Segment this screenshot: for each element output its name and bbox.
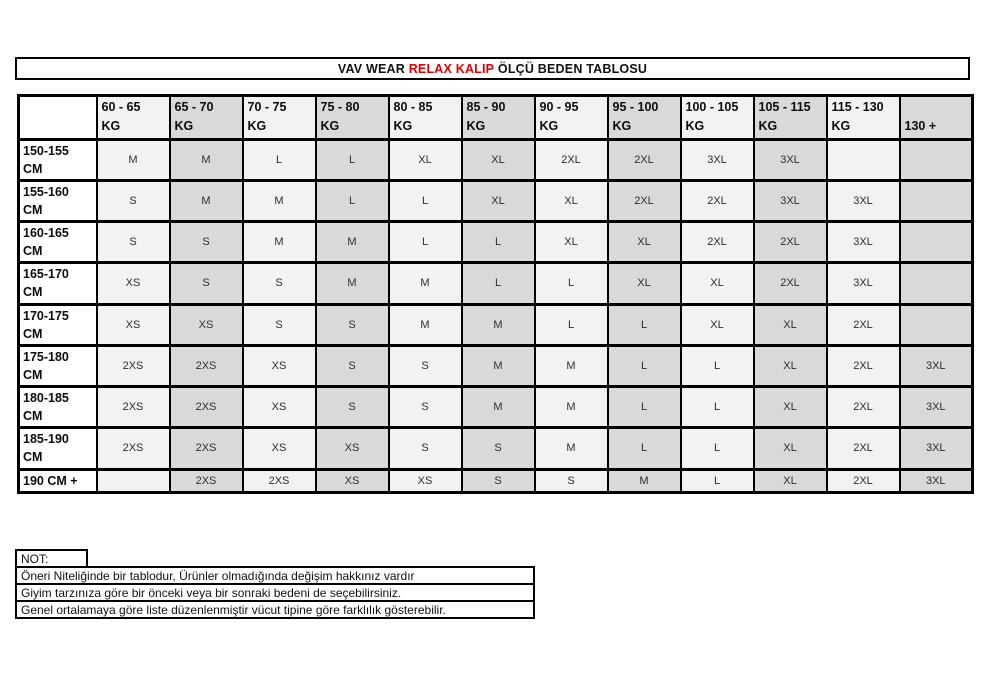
size-cell: XS (170, 304, 243, 345)
size-cell: L (608, 428, 681, 469)
col-header-8 (681, 96, 754, 140)
size-cell: M (389, 304, 462, 345)
size-cell: S (243, 304, 316, 345)
row-header-7 (19, 428, 97, 469)
size-cell: XL (608, 222, 681, 263)
size-cell: XS (97, 304, 170, 345)
size-cell: 2XL (681, 222, 754, 263)
table-row-1 (19, 180, 973, 221)
chart-title-prefix: VAV WEAR (337, 61, 409, 76)
size-cell (900, 304, 973, 345)
col-header-line2: KG (685, 118, 705, 133)
size-cell: XS (243, 387, 316, 428)
col-header-line1: 60 - 65 (101, 100, 141, 114)
table-row-6 (19, 387, 973, 428)
table-row-7 (19, 428, 973, 469)
size-cell: XL (462, 180, 535, 221)
size-cell: S (462, 428, 535, 469)
size-cell: XL (681, 263, 754, 304)
col-header-2 (243, 96, 316, 140)
size-cell: L (243, 139, 316, 180)
size-cell: 2XL (681, 180, 754, 221)
size-cell: L (535, 304, 608, 345)
size-cell: 3XL (754, 139, 827, 180)
col-header-line2: KG (466, 118, 486, 133)
size-cell: S (389, 387, 462, 428)
row-header-line2: CM (23, 450, 43, 465)
size-cell: 2XL (608, 180, 681, 221)
corner-cell (19, 96, 97, 140)
col-header-line1: 90 - 95 (539, 100, 579, 114)
size-cell: 2XL (827, 345, 900, 386)
size-cell: S (316, 345, 389, 386)
size-cell: M (535, 387, 608, 428)
col-header-5 (462, 96, 535, 140)
size-cell: 3XL (827, 222, 900, 263)
col-header-line1: 100 - 105 (685, 100, 739, 114)
size-cell: L (608, 304, 681, 345)
size-cell: L (681, 469, 754, 492)
size-cell: L (681, 345, 754, 386)
size-cell: L (316, 180, 389, 221)
size-cell: XS (316, 469, 389, 492)
size-cell: M (462, 304, 535, 345)
col-header-10 (827, 96, 900, 140)
size-cell: S (462, 469, 535, 492)
row-header-1 (19, 180, 97, 221)
size-cell: 2XL (754, 222, 827, 263)
row-header-8 (19, 469, 97, 492)
row-header-line1: 170-175 (23, 308, 69, 323)
row-header-6 (19, 387, 97, 428)
size-cell: M (608, 469, 681, 492)
row-header-line2: CM (23, 285, 43, 300)
size-cell: M (243, 180, 316, 221)
table-row-5 (19, 345, 973, 386)
size-cell: S (389, 428, 462, 469)
size-cell: 2XL (827, 304, 900, 345)
row-header-5 (19, 345, 97, 386)
col-header-line2: KG (758, 118, 778, 133)
size-cell: M (535, 428, 608, 469)
table-row-4 (19, 304, 973, 345)
row-header-line1: 165-170 (23, 267, 69, 282)
size-cell: XL (681, 304, 754, 345)
size-cell: L (608, 387, 681, 428)
size-cell: 2XS (243, 469, 316, 492)
note-row-1: Giyim tarzınıza göre bir önceki veya bir sonraki bedeni de seçebilirsiniz. (15, 583, 535, 602)
size-cell: XL (754, 469, 827, 492)
size-cell: S (535, 469, 608, 492)
col-header-9 (754, 96, 827, 140)
size-cell: XL (535, 222, 608, 263)
col-header-line1: 70 - 75 (247, 100, 287, 114)
col-header-11 (900, 96, 973, 140)
size-cell (827, 139, 900, 180)
size-cell: 2XS (170, 345, 243, 386)
col-header-6 (535, 96, 608, 140)
col-header-line1: 75 - 80 (320, 100, 360, 114)
row-header-3 (19, 263, 97, 304)
size-cell: L (462, 222, 535, 263)
size-cell: 2XS (170, 469, 243, 492)
size-cell: L (462, 263, 535, 304)
row-header-line1: 175-180 (23, 349, 69, 364)
col-header-line1: 80 - 85 (393, 100, 433, 114)
note-label-box: NOT: (15, 549, 88, 568)
table-header-row (19, 96, 973, 140)
row-header-line2: CM (23, 409, 43, 424)
size-cell: 3XL (900, 345, 973, 386)
size-cell: M (97, 139, 170, 180)
size-cell: XS (97, 263, 170, 304)
col-header-line2: KG (320, 118, 340, 133)
col-header-line2: KG (539, 118, 559, 133)
size-cell: M (316, 222, 389, 263)
size-cell: L (389, 180, 462, 221)
size-cell: 2XS (170, 428, 243, 469)
col-header-line2: KG (174, 118, 194, 133)
row-header-line1: 155-160 (23, 184, 69, 199)
size-cell: XL (754, 428, 827, 469)
size-cell: M (389, 263, 462, 304)
size-cell: L (535, 263, 608, 304)
size-cell: M (462, 387, 535, 428)
size-cell (900, 180, 973, 221)
row-header-0 (19, 139, 97, 180)
col-header-line2: KG (612, 118, 632, 133)
size-cell: 3XL (827, 180, 900, 221)
notes-section (15, 549, 535, 619)
note-row-2: Genel ortalamaya göre liste düzenlenmiştir vücut tipine göre farklılık gösterebilir. (15, 600, 535, 619)
col-header-line2: KG (247, 118, 267, 133)
row-header-line1: 190 CM + (23, 473, 78, 488)
size-cell: 3XL (900, 387, 973, 428)
row-header-line2: CM (23, 161, 43, 176)
size-cell: XS (243, 428, 316, 469)
size-cell: 2XL (827, 387, 900, 428)
size-cell (97, 469, 170, 492)
table-row-8 (19, 469, 973, 492)
col-header-1 (170, 96, 243, 140)
row-header-line1: 180-185 (23, 391, 69, 405)
size-cell: S (97, 222, 170, 263)
size-cell: XL (462, 139, 535, 180)
size-cell: L (681, 387, 754, 428)
size-cell: L (681, 428, 754, 469)
col-header-line1: 85 - 90 (466, 100, 506, 114)
col-header-line1: 65 - 70 (174, 100, 214, 114)
note-row-0: Öneri Niteliğinde bir tablodur, Ürünler olmadığında değişim hakkınız vardır (15, 566, 535, 585)
row-header-4 (19, 304, 97, 345)
size-cell: L (316, 139, 389, 180)
size-cell: M (535, 345, 608, 386)
size-cell: 3XL (900, 469, 973, 492)
size-cell: 2XL (827, 428, 900, 469)
size-cell: 2XS (97, 428, 170, 469)
col-header-line1: 115 - 130 (831, 100, 884, 114)
col-header-line2: KG (831, 118, 851, 133)
col-header-0 (97, 96, 170, 140)
size-cell: 2XL (608, 139, 681, 180)
row-header-line2: CM (23, 244, 43, 259)
size-cell: XL (754, 387, 827, 428)
col-header-line2: 130 + (904, 118, 937, 133)
size-cell: S (170, 222, 243, 263)
col-header-7 (608, 96, 681, 140)
size-cell: 2XL (754, 263, 827, 304)
size-cell: 3XL (681, 139, 754, 180)
row-header-line2: CM (23, 202, 43, 217)
size-cell (900, 263, 973, 304)
size-cell: S (97, 180, 170, 221)
size-cell: 3XL (754, 180, 827, 221)
chart-title-suffix: ÖLÇÜ BEDEN TABLOSU (494, 61, 648, 76)
row-header-line1: 150-155 (23, 143, 69, 158)
size-cell: XL (754, 304, 827, 345)
size-cell: S (243, 263, 316, 304)
row-header-line1: 185-190 (23, 432, 69, 447)
size-cell: XL (535, 180, 608, 221)
size-cell: XS (243, 345, 316, 386)
col-header-line2: KG (393, 118, 413, 133)
size-table (17, 94, 974, 494)
size-cell: 2XS (170, 387, 243, 428)
size-cell: M (462, 345, 535, 386)
size-cell: 2XL (535, 139, 608, 180)
col-header-line1: 95 - 100 (612, 100, 659, 114)
size-cell (900, 222, 973, 263)
size-cell: XL (389, 139, 462, 180)
size-cell: M (170, 139, 243, 180)
size-cell: XS (389, 469, 462, 492)
row-header-line2: CM (23, 326, 43, 341)
size-cell: S (316, 304, 389, 345)
col-header-line2: KG (101, 118, 121, 133)
table-body (19, 139, 973, 492)
table-row-0 (19, 139, 973, 180)
col-header-4 (389, 96, 462, 140)
chart-title-box (15, 57, 970, 80)
size-cell: M (243, 222, 316, 263)
col-header-line1: 105 - 115 (758, 100, 811, 114)
size-cell: XS (316, 428, 389, 469)
table-row-3 (19, 263, 973, 304)
col-header-3 (316, 96, 389, 140)
size-cell: 2XL (827, 469, 900, 492)
size-cell: S (389, 345, 462, 386)
row-header-line1: 160-165 (23, 226, 69, 240)
size-cell (900, 139, 973, 180)
size-cell: L (389, 222, 462, 263)
table-row-2 (19, 222, 973, 263)
row-header-line2: CM (23, 367, 43, 382)
chart-title-highlight: RELAX KALIP (408, 61, 495, 76)
size-cell: 3XL (827, 263, 900, 304)
size-cell: XL (754, 345, 827, 386)
size-cell: 2XS (97, 387, 170, 428)
row-header-2 (19, 222, 97, 263)
size-cell: S (316, 387, 389, 428)
size-cell: M (170, 180, 243, 221)
size-cell: L (608, 345, 681, 386)
size-cell: 2XS (97, 345, 170, 386)
size-cell: S (170, 263, 243, 304)
size-cell: 3XL (900, 428, 973, 469)
size-cell: M (316, 263, 389, 304)
size-cell: XL (608, 263, 681, 304)
